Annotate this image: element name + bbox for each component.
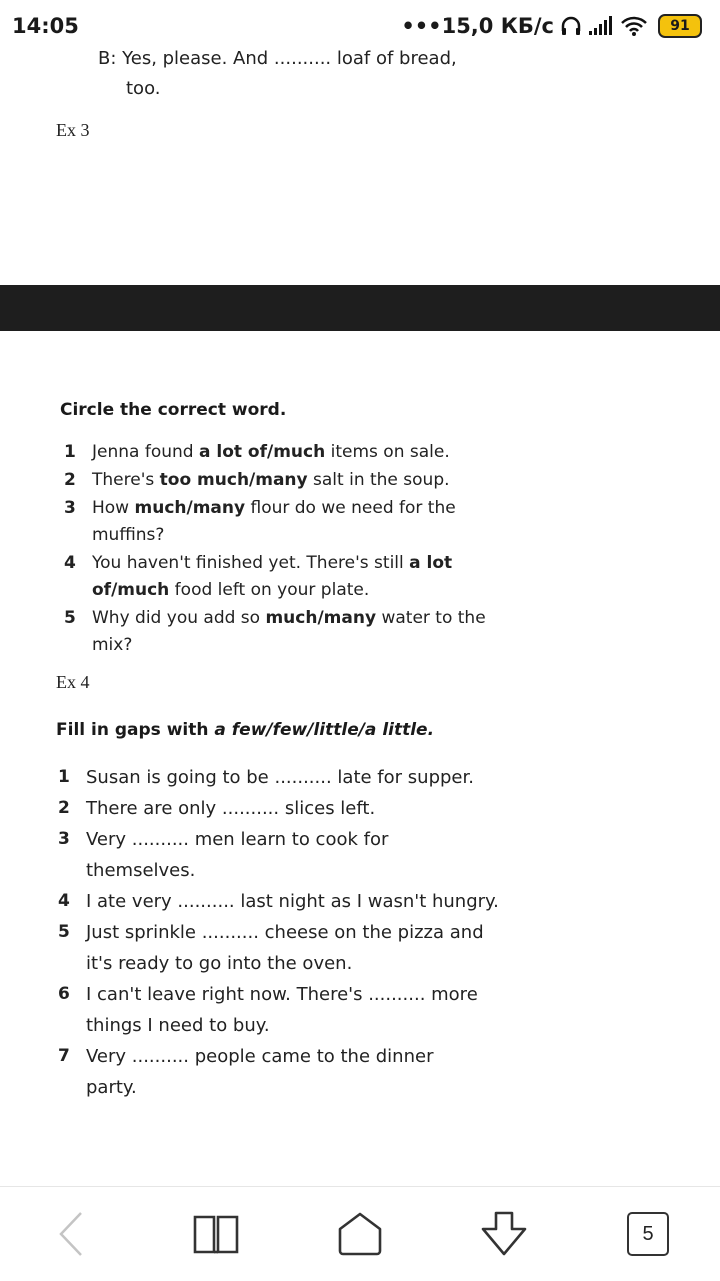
tabs-icon (627, 1212, 669, 1256)
list-item (64, 498, 484, 552)
item-number: 3 (64, 498, 76, 518)
item-text: Susan is going to be .......... late for supper. (86, 767, 474, 788)
dialogue-line: too. (126, 78, 161, 99)
home-icon (336, 1211, 384, 1257)
back-icon (57, 1211, 87, 1257)
item-number: 5 (58, 922, 70, 942)
ex3-label: Ex 3 (56, 120, 90, 140)
item-text: it's ready to go into the oven. (86, 953, 353, 974)
item-text: Just sprinkle .......... cheese on the pizza and (86, 922, 484, 943)
list-item (64, 608, 484, 662)
download-icon (479, 1211, 529, 1257)
list-item (58, 922, 518, 984)
clock: 14:05 (12, 14, 79, 38)
exercise3-heading: Circle the correct word. (60, 400, 287, 420)
item-number: 3 (58, 829, 70, 849)
list-item (64, 442, 484, 469)
item-number: 7 (58, 1046, 70, 1066)
item-text: Very .......... men learn to cook for (86, 829, 389, 850)
list-item (58, 767, 518, 798)
item-text: Jenna found a lot of/much items on sale. (92, 442, 450, 462)
tabs-count: 5 (642, 1222, 654, 1245)
item-text: I can't leave right now. There's .......... more (86, 984, 478, 1005)
item-number: 4 (58, 891, 70, 911)
bottom-nav (0, 1186, 720, 1281)
ex4-label: Ex 4 (56, 672, 90, 692)
exercise4-heading (56, 720, 434, 740)
item-number: 2 (58, 798, 70, 818)
item-text: Why did you add so much/many water to the (92, 608, 486, 628)
headphones-icon (560, 15, 582, 37)
item-number: 5 (64, 608, 76, 628)
exercise4-heading-bold: Fill in gaps with (56, 720, 215, 740)
item-text: I ate very .......... last night as I wasn't hungry. (86, 891, 499, 912)
item-text: Very .......... people came to the dinner (86, 1046, 434, 1067)
item-text: How much/many flour do we need for the (92, 498, 456, 518)
item-text: party. (86, 1077, 137, 1098)
item-text: muffins? (92, 525, 165, 545)
item-text: things I need to buy. (86, 1015, 270, 1036)
item-number: 1 (58, 767, 70, 787)
item-text: There are only .......... slices left. (86, 798, 376, 819)
wifi-icon (620, 15, 648, 37)
network-speed: •••15,0 КБ/с (401, 14, 554, 38)
status-indicators (401, 14, 702, 38)
list-item (58, 1046, 518, 1108)
item-text: themselves. (86, 860, 196, 881)
item-number: 6 (58, 984, 70, 1004)
list-item (58, 891, 518, 922)
signal-icon (588, 16, 614, 36)
image-divider (0, 285, 720, 331)
list-item (58, 798, 518, 829)
item-text: mix? (92, 635, 133, 655)
home-button[interactable] (330, 1204, 390, 1264)
item-number: 4 (64, 553, 76, 573)
item-text: There's too much/many salt in the soup. (92, 470, 450, 490)
item-text: of/much food left on your plate. (92, 580, 370, 600)
exercise4-heading-italic: a few/few/little/a little. (214, 720, 435, 740)
tabs-button[interactable] (618, 1204, 678, 1264)
list-item (58, 984, 518, 1046)
item-text: You haven't finished yet. There's still a lot (92, 553, 453, 573)
list-item (64, 553, 484, 607)
item-number: 2 (64, 470, 76, 490)
download-button[interactable] (474, 1204, 534, 1264)
back-button[interactable] (42, 1204, 102, 1264)
list-item (58, 829, 518, 891)
book-icon (192, 1213, 240, 1255)
dialogue-line: B: Yes, please. And .......... loaf of bread, (98, 48, 457, 69)
list-item (64, 470, 484, 497)
battery-indicator: 91 (658, 14, 702, 38)
item-number: 1 (64, 442, 76, 462)
bookmarks-button[interactable] (186, 1204, 246, 1264)
